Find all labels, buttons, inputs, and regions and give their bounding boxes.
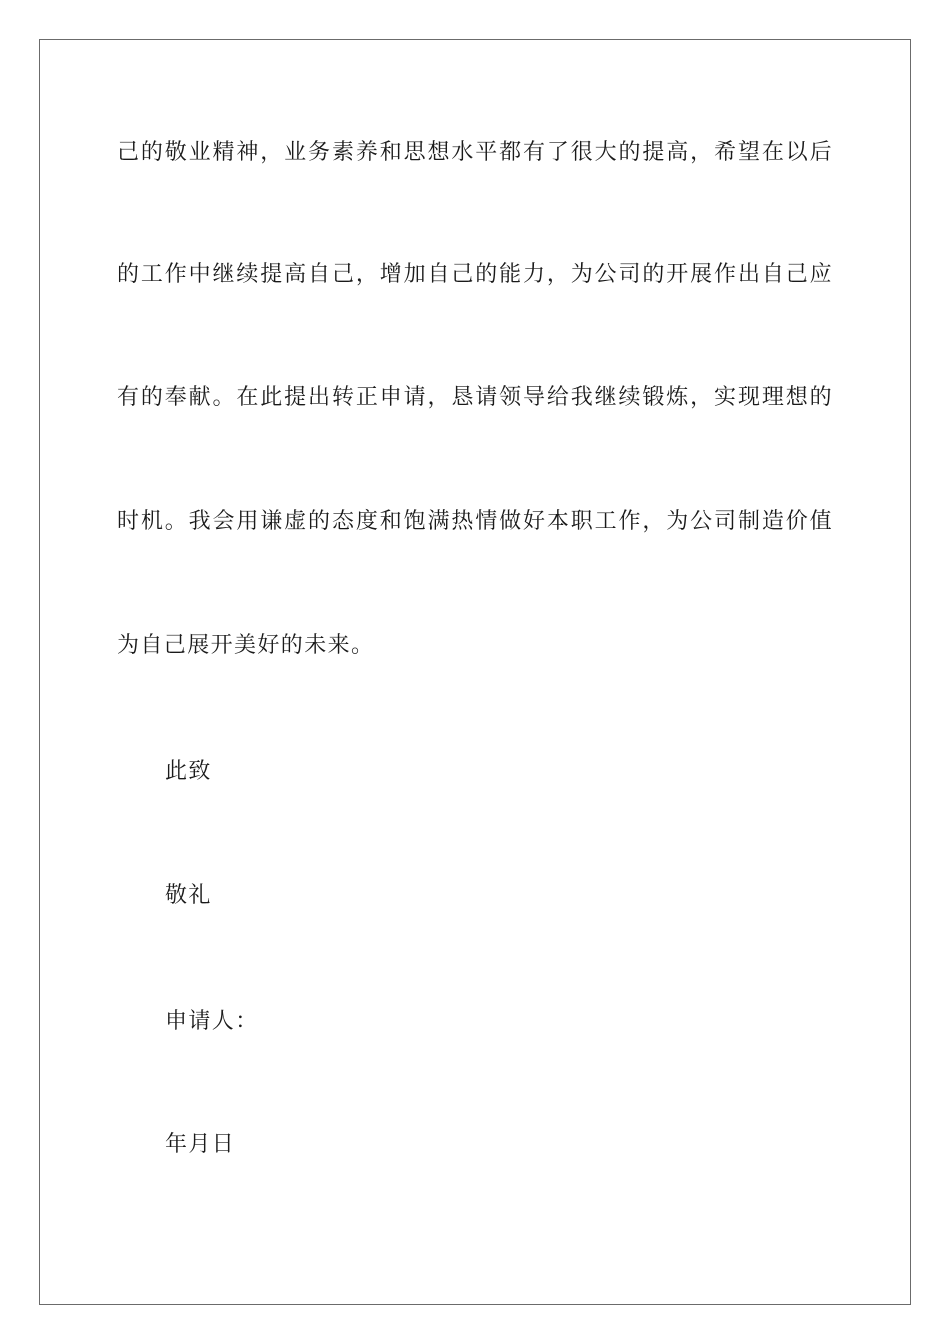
body-line-4: 时机。我会用谦虚的态度和饱满热情做好本职工作，为公司制造价值 — [117, 509, 833, 534]
closing-salutation: 此致 — [165, 759, 212, 784]
body-line-1: 己的敬业精神，业务素养和思想水平都有了很大的提高，希望在以后 — [117, 140, 833, 165]
body-line-5: 为自己展开美好的未来。 — [117, 633, 375, 658]
body-line-3: 有的奉献。在此提出转正申请，恳请领导给我继续锻炼，实现理想的 — [117, 385, 833, 410]
page-frame — [39, 39, 911, 1305]
date-label: 年月日 — [165, 1132, 236, 1157]
applicant-label: 申请人： — [165, 1009, 259, 1034]
body-line-2: 的工作中继续提高自己，增加自己的能力，为公司的开展作出自己应 — [117, 262, 833, 287]
closing-regards: 敬礼 — [165, 883, 212, 908]
